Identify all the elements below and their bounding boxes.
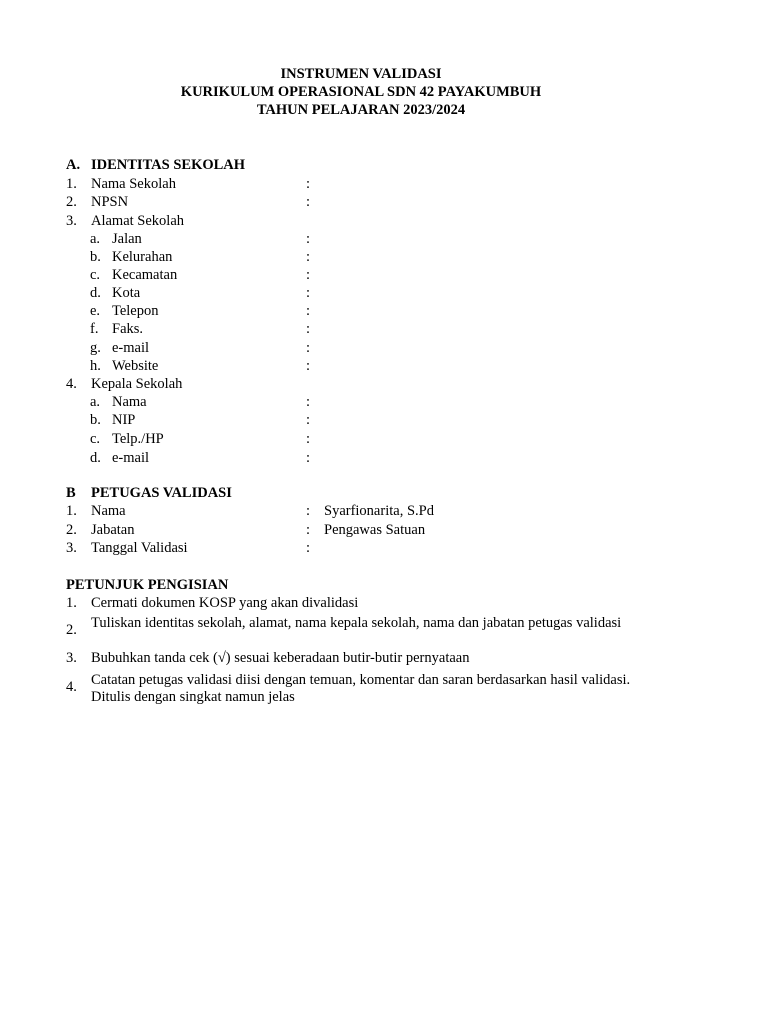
item-number: 2. — [66, 522, 77, 538]
field-label: Kecamatan — [112, 267, 178, 283]
field-label: Telp./HP — [112, 431, 164, 447]
sub-item-letter: d. — [90, 285, 101, 301]
field-label: Kepala Sekolah — [91, 376, 183, 392]
sub-item-letter: a. — [90, 231, 101, 247]
section-a-marker: A. — [66, 157, 81, 173]
field-label: Tanggal Validasi — [91, 540, 188, 556]
petunjuk-heading: PETUNJUK PENGISIAN — [66, 577, 229, 593]
item-number: 1. — [66, 595, 77, 611]
field-label: Nama — [112, 394, 147, 410]
field-label: Jabatan — [91, 522, 135, 538]
instruction-text: Bubuhkan tanda cek (√) sesuai keberadaan butir-butir pernyataan — [91, 650, 470, 666]
instruction-item — [66, 649, 626, 667]
field-colon: : — [306, 412, 311, 428]
field-colon: : — [306, 540, 311, 556]
field-label: NPSN — [91, 194, 129, 210]
field-label: Jalan — [112, 231, 142, 247]
document-title — [0, 65, 722, 119]
instruction-text: Catatan petugas validasi diisi dengan temuan, komentar dan saran berdasarkan hasil validasi. Ditulis dengan singkat namun jelas — [91, 672, 631, 705]
field-colon: : — [306, 358, 311, 374]
field-label: Website — [112, 358, 159, 374]
sub-item-letter: c. — [90, 267, 101, 283]
sub-item-letter: h. — [90, 358, 101, 374]
sub-item-letter: c. — [90, 431, 101, 447]
section-b-marker: B — [66, 485, 76, 501]
field-label: Nama — [91, 503, 126, 519]
instruction-text: Cermati dokumen KOSP yang akan divalidasi — [91, 595, 359, 611]
field-label: Alamat Sekolah — [91, 213, 185, 229]
item-number: 2. — [66, 194, 77, 210]
section-a-heading — [66, 156, 245, 174]
field-label: Faks. — [112, 321, 144, 337]
field-label: Telepon — [112, 303, 159, 319]
item-number: 3. — [66, 650, 77, 666]
title-line-1: INSTRUMEN VALIDASI — [280, 66, 442, 82]
item-number: 3. — [66, 540, 77, 556]
sub-item-letter: a. — [90, 394, 101, 410]
field-label: Kelurahan — [112, 249, 173, 265]
section-b-title: PETUGAS VALIDASI — [91, 485, 232, 501]
field-colon: : — [306, 340, 311, 356]
instruction-item — [66, 671, 631, 705]
field-colon: : — [306, 194, 311, 210]
section-b-heading — [66, 484, 232, 502]
item-number: 1. — [66, 176, 77, 192]
field-colon: : — [306, 522, 311, 538]
section-a-title: IDENTITAS SEKOLAH — [91, 157, 246, 173]
field-colon: : — [306, 503, 311, 519]
field-colon: : — [306, 394, 311, 410]
sub-item-letter: g. — [90, 340, 101, 356]
field-value: Syarfionarita, S.Pd — [324, 503, 434, 519]
sub-item-letter: f. — [90, 321, 99, 337]
field-colon: : — [306, 231, 311, 247]
field-label: Kota — [112, 285, 141, 301]
instruction-item — [66, 594, 626, 612]
item-number: 2. — [66, 622, 77, 638]
field-colon: : — [306, 176, 311, 192]
field-value: Pengawas Satuan — [324, 522, 426, 538]
field-label: e-mail — [112, 340, 150, 356]
field-colon: : — [306, 303, 311, 319]
instruction-text: Tuliskan identitas sekolah, alamat, nama kepala sekolah, nama dan jabatan petugas validasi — [91, 615, 622, 631]
item-number: 4. — [66, 376, 77, 392]
field-label: Nama Sekolah — [91, 176, 176, 192]
item-number: 4. — [66, 679, 77, 695]
sub-item-letter: e. — [90, 303, 101, 319]
instruction-item — [66, 614, 626, 648]
sub-item-letter: d. — [90, 450, 101, 466]
field-colon: : — [306, 249, 311, 265]
title-line-2: KURIKULUM OPERASIONAL SDN 42 PAYAKUMBUH — [180, 84, 542, 100]
sub-item-letter: b. — [90, 249, 101, 265]
field-label: NIP — [112, 412, 136, 428]
field-label: e-mail — [112, 450, 150, 466]
title-line-3: TAHUN PELAJARAN 2023/2024 — [256, 102, 466, 118]
field-colon: : — [306, 285, 311, 301]
field-colon: : — [306, 267, 311, 283]
item-number: 3. — [66, 213, 77, 229]
field-colon: : — [306, 431, 311, 447]
item-number: 1. — [66, 503, 77, 519]
sub-item-letter: b. — [90, 412, 101, 428]
field-colon: : — [306, 321, 311, 337]
field-colon: : — [306, 450, 311, 466]
